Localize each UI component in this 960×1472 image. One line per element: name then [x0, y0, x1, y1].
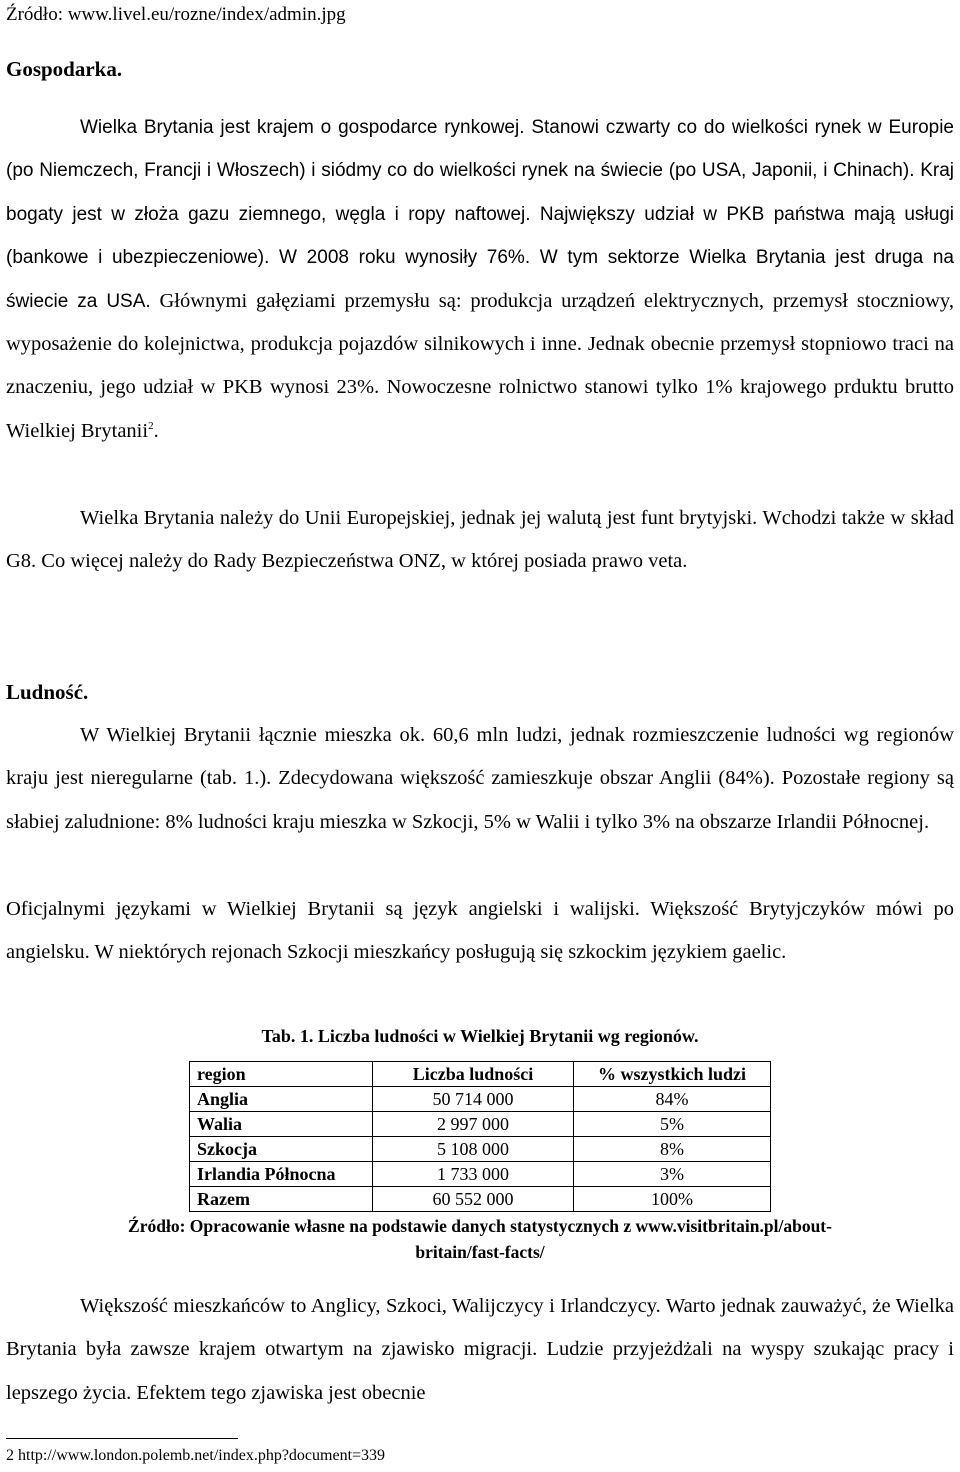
paragraph-economy: Wielka Brytania jest krajem o gospodarce rynkowej. Stanowi czwarty co do wielkości rynek w Europie (po Niemczech, Francji i Włoszech) i siódmy co do wielkości rynek na świecie (po USA, Japonii, i Chinach). Kraj bogaty jest w złoża gazu ziemnego, węgla i ropy naftowej. Największy udział w PKB państwa mają usługi (bankowe i ubezpieczeniowe). W 2008 roku wynosiły 76%. W tym sektorze Wielka Brytania jest druga na świecie za USA. Głównymi gałęziami przemysłu są: produkcja urządzeń elektrycznych, przemysł stoczniowy, wyposażenie do kolejnictwa, produkcja pojazdów silnikowych i inne. Jednak obecnie przemysł stopniowo traci na znaczeniu, jego udział w PKB wynosi 23%. Nowoczesne rolnictwo stanowi tylko 1% krajowego prduktu brutto Wielkiej Brytanii$^2$.	[6, 117, 954, 442]
table-row: Razem 60 552 000 100%	[190, 1187, 771, 1212]
table-header-percent: % wszystkich ludzi	[574, 1062, 771, 1087]
paragraph-migration: Większość mieszkańców to Anglicy, Szkoci, Walijczycy i Irlandczycy. Warto jednak zauważyć, że Wielka Brytania była zawsze krajem otwartym na zjawisko migracji. Ludzie przyjeżdżali na wyspy szukając pracy i lepszego życia. Efektem tego zjawiska jest obecnie	[6, 1295, 954, 1404]
section-heading-population: Ludność.	[6, 680, 89, 704]
paragraph-economy-sans: rynek w Europie (po Niemczech, Francji i Włoszech) i siódmy co do wielkości rynek na świecie (po USA, Japonii, i Chinach). Kraj bogaty jest w złoża gazu ziemnego, węgla i ropy naftowej. Największy udział w PKB państwa mają usługi (bankowe i ubezpieczeniowe). W 2008 roku wynosiły 76%. W tym sektorze Wielka Brytania jest druga na świecie za USA.	[6, 117, 954, 312]
table-source-note: Źródło: Opracowanie własne na podstawie danych statystycznych z www.visitbritain.pl/about- britain/fast-facts/	[128, 1216, 832, 1262]
paragraph-eu: Wielka Brytania należy do Unii Europejskiej, jednak jej walutą jest funt brytyjski. Wchodzi także w skład G8. Co więcej należy do Rady Bezpieczeństwa ONZ, w której posiada prawo veta.	[6, 507, 954, 573]
section-heading-economy: Gospodarka.	[6, 57, 123, 81]
table-caption: Tab. 1. Liczba ludności w Wielkiej Brytanii wg regionów.	[261, 1026, 699, 1046]
footnote: 2 http://www.london.polemb.net/index.php?document=339	[6, 1447, 386, 1464]
table-header-row	[190, 1062, 771, 1087]
footnote-ref: 2	[148, 420, 154, 433]
table-header-population: Liczba ludności	[373, 1062, 574, 1087]
table-header-region: region	[190, 1062, 373, 1087]
paragraph-economy-line1: Wielka Brytania jest krajem o gospodarce rynkowej. Stanowi czwarty co do wielkości	[80, 117, 808, 138]
population-table	[189, 1061, 771, 1212]
paragraph-languages: Oficjalnymi językami w Wielkiej Brytanii są język angielski i walijski. Większość Brytyjczyków mówi po angielsku. W niektórych rejonach Szkocji mieszkańcy posługują się szkockim językiem gaelic.	[6, 898, 954, 964]
table-row: Anglia 50 714 000 84%	[190, 1087, 771, 1112]
footnote-divider	[6, 1438, 238, 1439]
paragraph-economy-industry: Głównymi gałęziami przemysłu są: produkcja urządzeń elektrycznych, przemysł stoczniowy, wyposażenie do kolejnictwa, produkcja pojazdów silnikowych i inne. Jednak obecnie przemysł stopniowo traci na znaczeniu, jego udział w PKB wynosi 23%. Nowoczesne rolnictwo stanowi tylko 1% krajowego prduktu brutto Wielkiej Brytanii	[6, 289, 954, 442]
paragraph-population: W Wielkiej Brytanii łącznie mieszka ok. 60,6 mln ludzi, jednak rozmieszczenie ludności wg regionów kraju jest nieregularne (tab. 1.). Zdecydowana większość zamieszkuje obszar Anglii (84%). Pozostałe regiony są słabiej zaludnione: 8% ludności kraju mieszka w Szkocji, 5% w Walii i tylko 3% na obszarze Irlandii Północnej.	[6, 724, 954, 833]
image-source-note: Źródło: www.livel.eu/rozne/index/admin.jpg	[6, 4, 346, 25]
table-row: Walia 2 997 000 5%	[190, 1112, 771, 1137]
table-row: Szkocja 5 108 000 8%	[190, 1137, 771, 1162]
table-row: Irlandia Północna 1 733 000 3%	[190, 1162, 771, 1187]
